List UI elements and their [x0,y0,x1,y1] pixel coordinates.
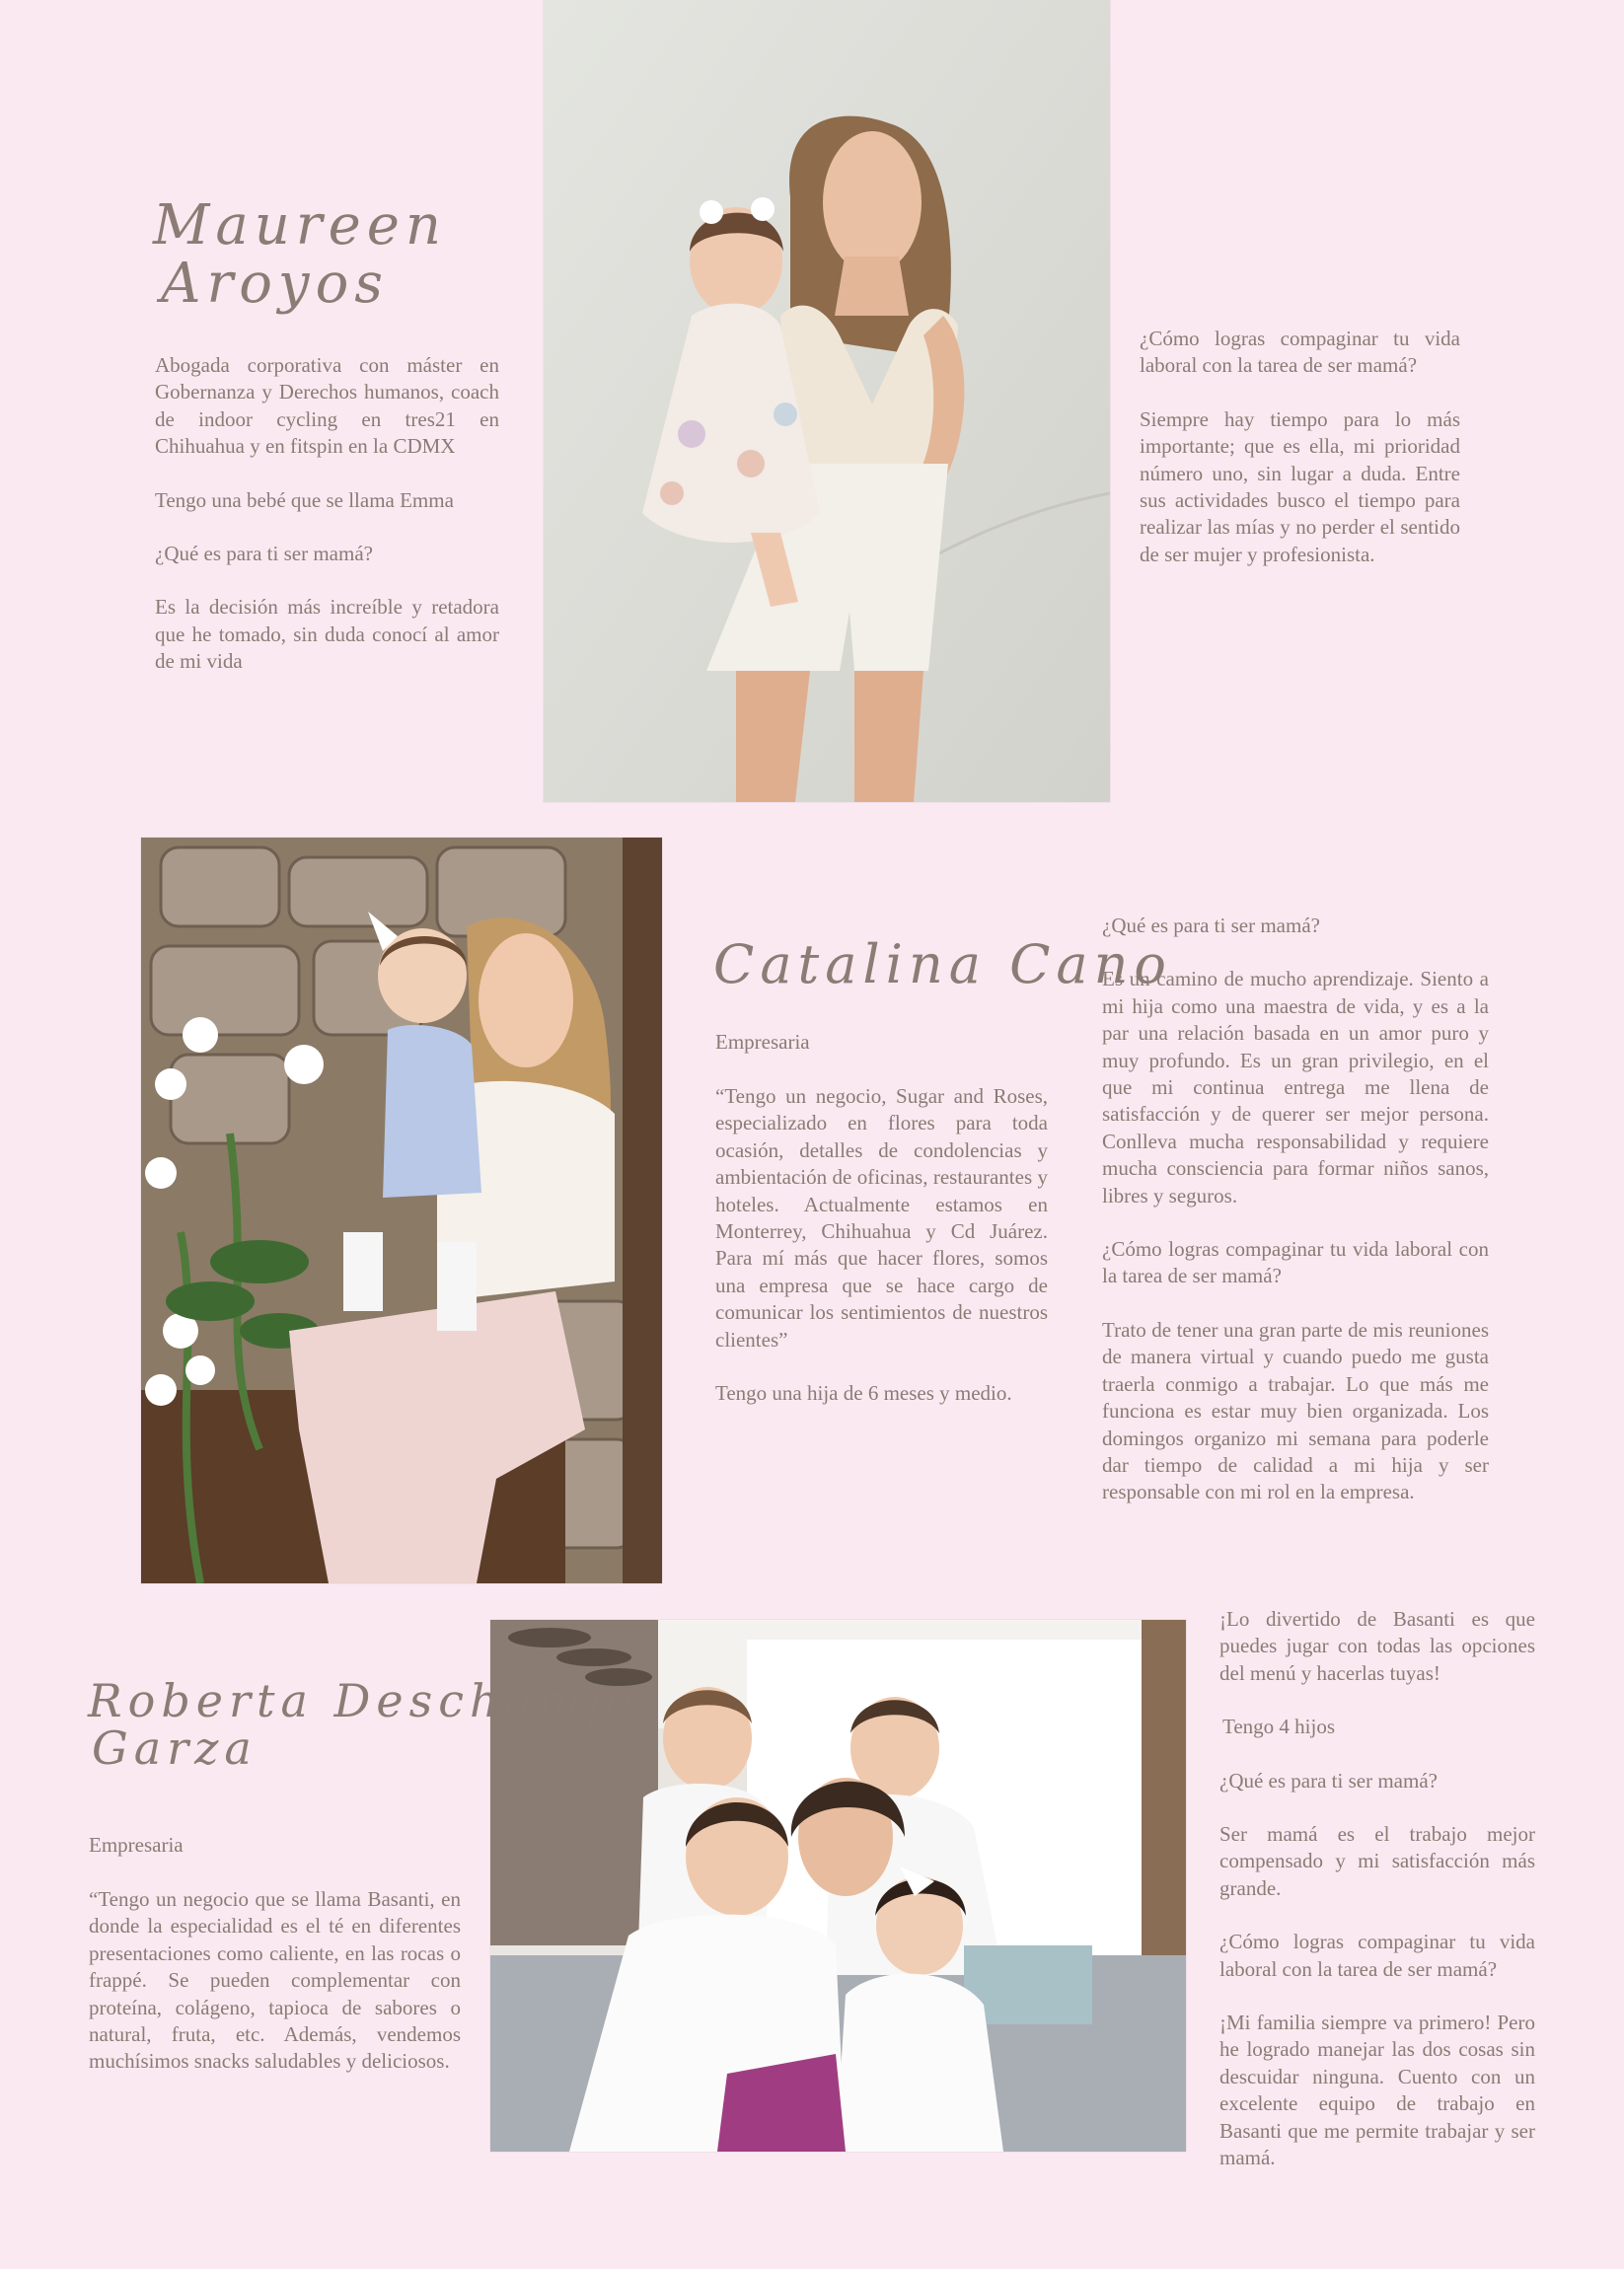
question-2: ¿Cómo logras compaginar tu vida laboral con la tarea de ser mamá? [1140,327,1460,378]
profile-name-roberta [88,1674,651,1776]
roberta-right-column [1219,1606,1535,2172]
question-1: ¿Qué es para ti ser mamá? [1219,1768,1438,1793]
name-line-2: Garza [92,1721,258,1776]
name-line-2: Aroyos [161,251,390,316]
question-2: ¿Cómo logras compaginar tu vida laboral con la tarea de ser mamá? [1219,1930,1535,1981]
profile-name-catalina: Catalina Cano [713,933,1172,995]
quote: “Tengo un negocio que se llama Basanti, en donde la especialidad es el té en diferentes presentaciones como caliente, en las rocas o frappé. Se pueden complementar con proteína, colágeno, tapioca de sabores o natural, fruta, etc. Además, vendemos muchísimos snacks saludables y deliciosos. [89,1887,461,2074]
roberta-left-column [89,1886,461,2076]
name-line-1: Maureen [153,193,447,257]
quote: “Tengo un negocio, Sugar and Roses, especializado en flores para toda ocasión, detalles de condolencias y ambientación de oficinas, restaurantes y hoteles. Actualmente estamos en Monterrey, Chihuahua y Cd Juárez. Para mí más que hacer flores, somos una empresa que se hace cargo de comunicar los sentimientos de nuestros clientes” [715,1084,1048,1352]
maureen-right-column [1140,326,1460,568]
name-line-1: Roberta Deschamps [88,1674,651,1727]
child-info: Tengo una hija de 6 meses y medio. [715,1381,1012,1406]
maureen-left-column [155,352,499,676]
role-catalina: Empresaria [715,1030,810,1054]
bio: Abogada corporativa con máster en Gobernanza y Derechos humanos, coach de indoor cycling en tres21 en Chihuahua y en fitspin en la CDMX [155,353,499,459]
answer-2: Trato de tener una gran parte de mis reuniones de manera virtual y cuando puedo me gusta traerla conmigo a trabajar. Lo que más me funciona es estar muy bien organizada. Los domingos organizo mi semana para poderle dar tiempo de calidad a mi hija y ser responsable con mi rol en la empresa. [1102,1317,1489,1504]
answer-1: Ser mamá es el trabajo mejor compensado y mi satisfacción más grande. [1219,1822,1535,1900]
photo-catalina-and-daughter [141,838,662,1583]
photo-maureen-and-daughter [544,0,1110,802]
question-2: ¿Cómo logras compaginar tu vida laboral con la tarea de ser mamá? [1102,1237,1489,1288]
answer-2: ¡Mi familia siempre va primero! Pero he logrado manejar las dos cosas sin descuidar ninguna. Cuento con un excelente equipo de trabajo en Basanti que me permite trabajar y ser mamá. [1219,2011,1535,2170]
question-1: ¿Qué es para ti ser mamá? [1102,914,1320,937]
catalina-middle-column [715,1083,1048,1407]
answer-1: Es la decisión más increíble y retadora que he tomado, sin duda conocí al amor de mi vida [155,595,499,674]
role-roberta: Empresaria [89,1833,184,1857]
answer-1: Es un camino de mucho aprendizaje. Siento a mi hija como una maestra de vida, y es a la par una relación basada en un amor puro y muy profundo. Es un gran privilegio, en el que mi continua entrega me llena de satisfacción y de querer ser mejor persona. Conlleva mucha responsabilidad y requiere mucha consciencia para formar niños sanos, libres y seguros. [1102,967,1489,1208]
quote-continuation: ¡Lo divertido de Basanti es que puedes jugar con todas las opciones del menú y hacerlas tuyas! [1219,1607,1535,1685]
child-info: Tengo una bebé que se llama Emma [155,487,454,512]
catalina-right-column [1102,913,1489,1506]
profile-name-maureen [153,193,447,316]
child-info: Tengo 4 hijos [1222,1715,1336,1739]
question-1: ¿Qué es para ti ser mamá? [155,542,373,566]
answer-2: Siempre hay tiempo para lo más importante; que es ella, mi prioridad número uno, sin lugar a duda. Entre sus actividades busco el tiempo para realizar las mías y no perder el sentido de ser mujer y profesionista. [1140,406,1460,566]
